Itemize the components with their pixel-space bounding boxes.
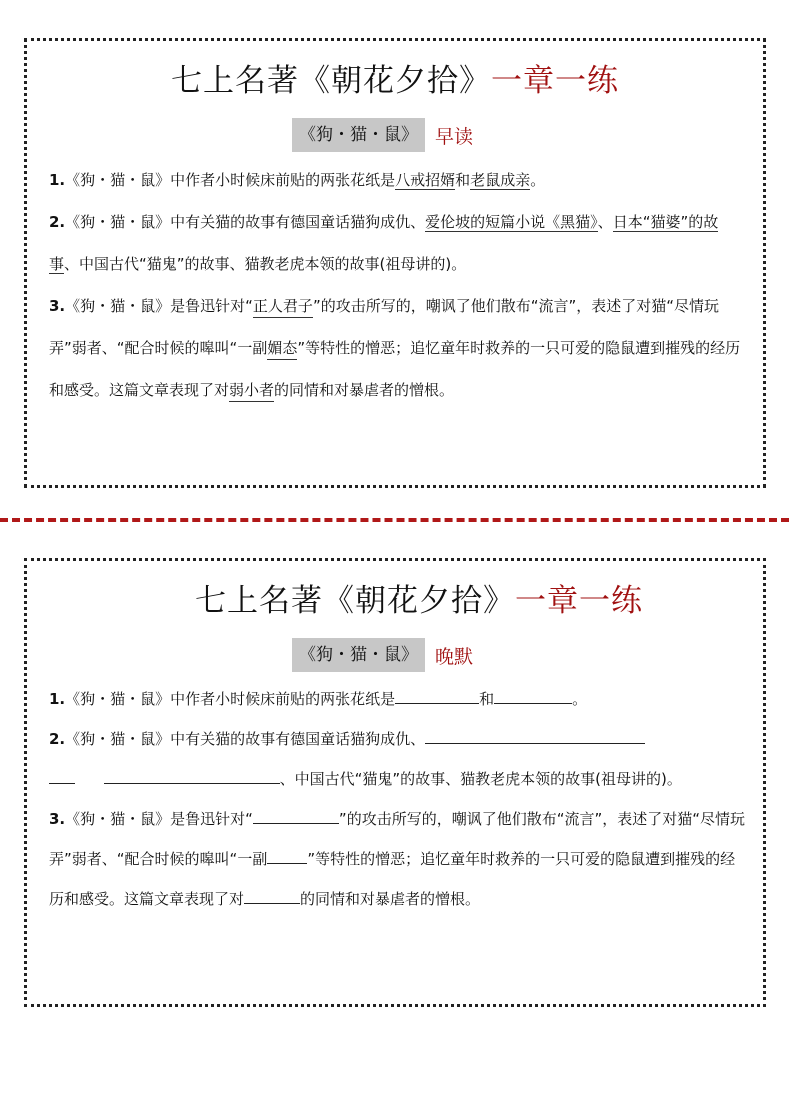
page-title: 七上名著《朝花夕拾》一章一练	[171, 63, 619, 99]
answer-blank[interactable]	[395, 688, 479, 704]
answer-text: 媚态	[267, 339, 297, 360]
answer-text: 爱伦坡的短篇小说《黑猫》	[425, 213, 598, 231]
answer-blank[interactable]	[425, 728, 645, 744]
answer-blank[interactable]	[267, 848, 307, 864]
worksheet-card-morning	[24, 38, 766, 488]
title-red-part: 一章一练	[491, 63, 619, 99]
mode-label: 早读	[435, 125, 474, 148]
question-1: 1.《狗・猫・鼠》中作者小时候床前贴的两张花纸是八戒招婿和老鼠成亲。	[49, 171, 546, 189]
answer-text: 老鼠成亲	[470, 171, 531, 189]
chapter-header	[292, 118, 473, 152]
title-red-part: 一章一练	[515, 583, 643, 619]
answer-text: 八戒招婿	[395, 171, 456, 189]
answer-blank[interactable]	[494, 688, 572, 704]
question-3: 3.《狗・猫・鼠》是鲁迅针对“正人君子”的攻击所写的，嘲讽了他们散布“流言”，表述了对猫“尽情玩弄”弱者、“配合时候的嗥叫“一副媚态”等特性的憎恶；追忆童年时救养的一只可爱的隐鼠遭到摧残的经历和感受。这篇文章表现了对弱小者的同情和对暴虐者的憎根。	[49, 285, 745, 411]
answer-blank[interactable]	[104, 768, 280, 784]
answer-blank[interactable]	[253, 808, 339, 824]
answer-blank[interactable]	[244, 888, 300, 904]
question-3: 3.《狗・猫・鼠》是鲁迅针对“ ”的攻击所写的，嘲讽了他们散布“流言”，表述了对猫“尽情玩弄”弱者、“配合时候的嗥叫“一副 ”等特性的憎恶；追忆童年时救养的一只可爱的隐鼠遭到摧残的经历和感受。这篇文章表现了对 的同情和对暴虐者的憎根。	[49, 810, 746, 908]
worksheet-card-evening	[24, 558, 766, 1007]
question-2: 2.《狗・猫・鼠》中有关猫的故事有德国童话猫狗成仇、爱伦坡的短篇小说《黑猫》、日本“猫婆”的故事、中国古代“猫鬼”的故事、猫教老虎本领的故事(祖母讲的)。	[49, 213, 719, 273]
chapter-label: 《狗・猫・鼠》	[292, 638, 425, 672]
question-1: 1.《狗・猫・鼠》中作者小时候床前贴的两张花纸是 和 。	[49, 690, 588, 708]
chapter-header	[292, 638, 473, 672]
chapter-label: 《狗・猫・鼠》	[292, 118, 425, 152]
question-body	[49, 159, 745, 411]
cut-line-divider	[0, 518, 789, 522]
page-title: 七上名著《朝花夕拾》一章一练	[195, 583, 643, 619]
question-body	[49, 679, 745, 919]
mode-label: 晚默	[435, 645, 474, 668]
answer-blank[interactable]	[49, 768, 75, 784]
answer-text: 弱小者	[229, 381, 274, 402]
answer-text: 日本“猫婆”的故事	[49, 213, 719, 273]
question-2: 2.《狗・猫・鼠》中有关猫的故事有德国童话猫狗成仇、 、中国古代“猫鬼”的故事、猫教老虎本领的故事(祖母讲的)。	[49, 730, 682, 788]
answer-text: 正人君子	[253, 297, 313, 318]
